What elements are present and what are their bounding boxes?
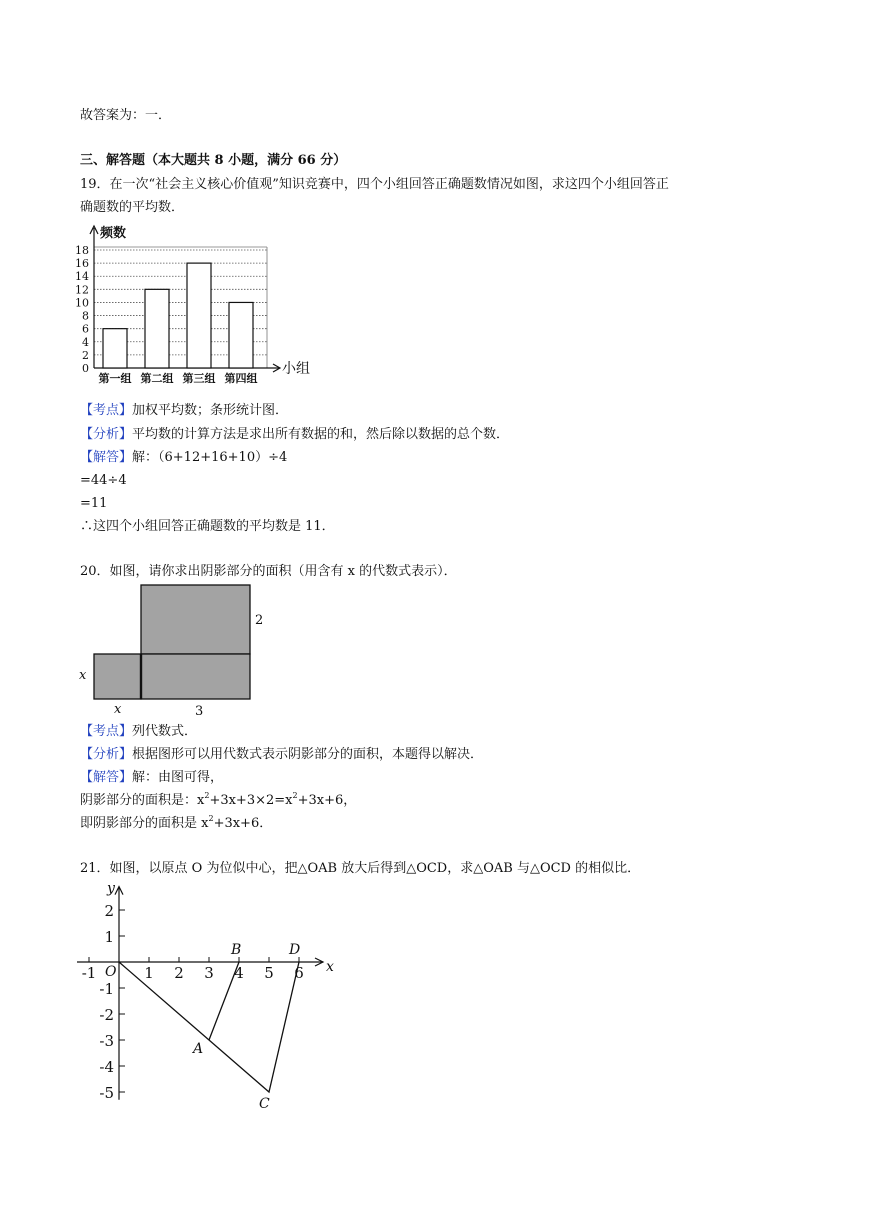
q19-question-line2: 确题数的平均数． [80,200,185,215]
x-tick-label: 第三组 [182,372,216,385]
y-tick-label: 12 [75,283,89,297]
label-2: 2 [255,613,264,628]
label-3: 3 [195,704,204,719]
point-label-D: D [289,942,301,958]
q19-kaodian [80,402,288,420]
y-tick-label: 14 [75,270,89,284]
y-tick-label: 4 [82,335,89,349]
exponent: 2 [292,791,298,800]
y-tick-label: 2 [82,348,89,362]
small-square [94,654,141,699]
final-suffix: +3x+6． [213,816,273,831]
kaodian-text: 加权平均数；条形统计图． [132,403,289,418]
label-x-left: x [79,668,87,683]
kaodian-tag: 【考点】 [80,403,133,418]
kaodian-text: 列代数式． [132,724,198,739]
kaodian-tag: 【考点】 [80,724,133,739]
y-axis-label: y [107,880,115,897]
jieda-tag: 【解答】 [80,770,133,785]
y-tick-label: 2 [104,902,114,920]
y-tick-label: 8 [82,309,89,323]
bar-3 [187,263,211,368]
x-tick-label: 2 [174,964,184,982]
y-tick-label: 1 [104,928,114,946]
area-mid: +3x+3×2=x [209,793,293,808]
y-tick-label: 10 [75,296,89,310]
x-tick-label: -1 [81,964,97,982]
y-tick-label: 18 [75,244,89,257]
x-axis-label: 小组 [282,361,310,377]
q19-step2: =11 [80,496,108,511]
jieda-tag: 【解答】 [80,450,133,465]
y-tick-label: -1 [99,980,114,998]
label-x-bottom: x [114,702,122,717]
point-label-A: A [193,1041,204,1057]
q20-area-expression [80,792,356,810]
q21-question: 21．如图，以原点 O 为位似中心，把△OAB 放大后得到△OCD，求△OAB 与△OCD 的相似比． [80,861,641,876]
q21-coordinate-figure [72,880,342,1112]
q19-question-line1: 19．在一次“社会主义核心价值观”知识竞赛中，四个小组回答正确题数情况如图，求这四个小组回答正 [80,177,669,192]
exponent: 2 [204,791,210,800]
fenxi-tag: 【分析】 [80,427,133,442]
q20-final-answer [80,815,272,833]
x-tick-label: 3 [204,964,214,982]
bar-1 [103,329,127,368]
q19-jieda [80,449,287,467]
bar-2 [145,289,169,368]
jieda-text: 解：（6+12+16+10）÷4 [132,450,288,465]
y-tick-label: 16 [75,257,89,271]
y-tick-label: -3 [99,1032,114,1050]
fenxi-text: 根据图形可以用代数式表示阴影部分的面积，本题得以解决． [132,747,484,762]
origin-label: O [105,964,117,980]
q19-bar-chart [72,220,322,400]
q20-question: 20．如图，请你求出阴影部分的面积（用含有 x 的代数式表示）． [80,564,457,579]
final-prefix: 即阴影部分的面积是 x [80,816,209,831]
y-tick-label: -2 [99,1006,114,1024]
x-tick-label: 5 [264,964,274,982]
x-tick-label: 4 [234,964,244,982]
upper-rectangle [141,585,250,654]
q20-jieda [80,769,223,787]
jieda-text: 解：由图可得， [132,770,224,785]
x-tick-label: 第四组 [224,372,258,385]
x-tick-label: 第二组 [140,372,174,385]
q19-conclusion: ∴这四个小组回答正确题数的平均数是 11． [80,519,335,534]
x-tick-label: 6 [294,964,304,982]
point-label-B: B [231,942,242,958]
x-axis-label: x [326,959,334,975]
x-tick-label: 第一组 [98,372,132,385]
section-title: 三、解答题（本大题共 8 小题，满分 66 分） [80,153,347,168]
q20-fenxi [80,746,483,764]
lower-rectangle [141,654,250,699]
fenxi-text: 平均数的计算方法是求出所有数据的和，然后除以数据的总个数． [132,427,510,442]
area-suffix: +3x+6， [297,793,357,808]
bar-4 [229,302,253,368]
y-tick-label: -5 [99,1084,114,1102]
q19-step1: =44÷4 [80,473,127,488]
q20-kaodian [80,723,197,741]
area-prefix: 阴影部分的面积是：x [80,793,205,808]
point-label-C: C [259,1096,270,1112]
y-tick-label: -4 [99,1058,114,1076]
previous-answer: 故答案为：一． [80,108,172,123]
x-tick-label: 1 [144,964,154,982]
q20-area-figure [72,582,282,722]
y-tick-label: 6 [82,322,89,336]
fenxi-tag: 【分析】 [80,747,133,762]
exponent: 2 [208,814,214,823]
y-tick-label: 0 [82,362,89,375]
q19-fenxi [80,426,509,444]
y-axis-label: 频数 [100,226,127,241]
